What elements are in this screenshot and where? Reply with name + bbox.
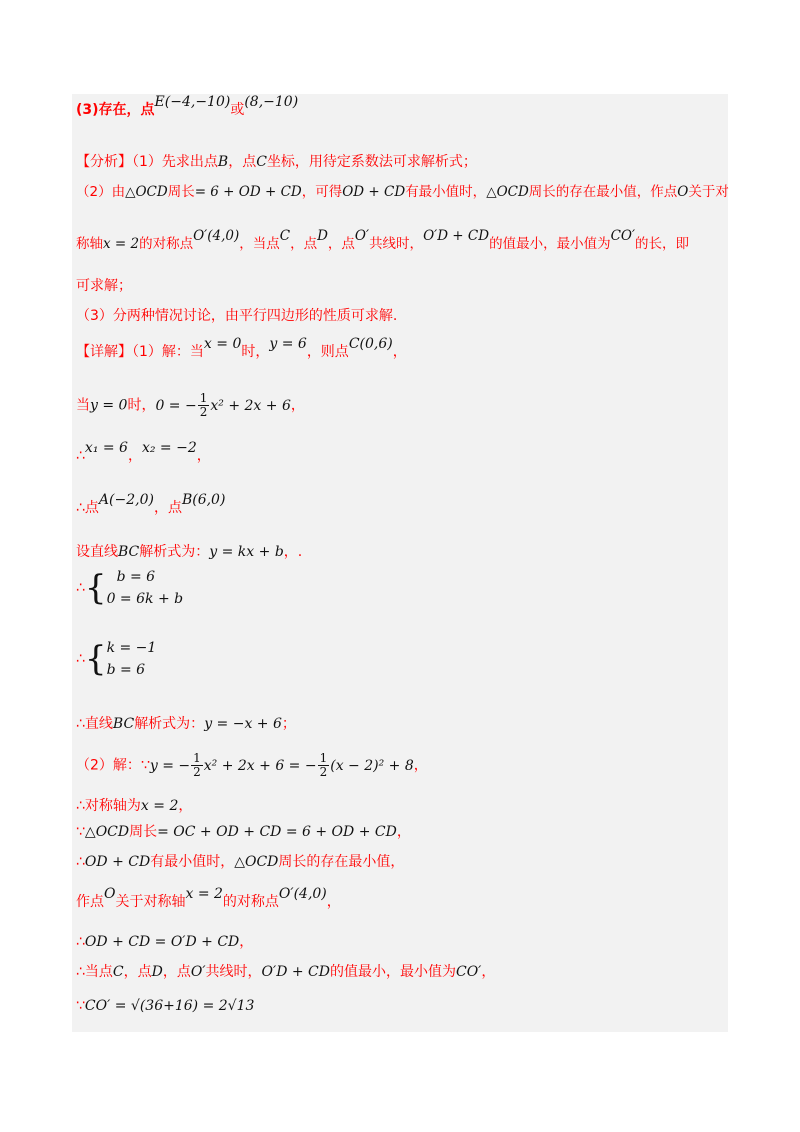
detail-line-13: ∴当点C，点D，点O′共线时，O′D + CD的值最小，最小值为CO′， [76,964,496,980]
detail-line-7: （2）解：∵y = − $\frac{1}{2}$ x² + 2x + 6 = − $\frac{1}{2}$ (x − 2)² + 8， [76,751,428,779]
detail-line-10: ∴OD + CD有最小值时，△OCD周长的存在最小值， [76,854,405,870]
detail-line-4: ∴点A(−2,0)，点B(6,0) [76,492,226,516]
analysis-line-5: （3）分两种情况讨论，由平行四边形的性质可求解. [76,308,398,324]
fraction: $\frac{1}{2}$ [193,751,201,779]
analysis-line-2: （2）由△OCD周长= 6 + OD + CD，可得OD + CD有最小值时，△OCD周长的存在最小值，作点O关于对 [76,184,729,200]
left-brace: { [84,568,107,608]
detail-line-5: 设直线BC解析式为：y = kx + b，. [76,544,303,560]
equation-system-1: ∴{ b = 6 0 = 6k + b [76,568,184,608]
analysis-line-4: 可求解； [76,278,132,294]
detail-line-14: ∵CO′ = √(36+16) = 2√13 [76,998,255,1014]
detail-line-2: 当y = 0时，0 = − $\frac{1}{2}$ x² + 2x + 6， [76,391,305,419]
equation-system-2: ∴{ k = −1 b = 6 [76,639,157,679]
detail-line-1: 【详解】（1）解：当x = 0时，y = 6，则点C(0,6)， [76,336,407,360]
answer-part3: (3)存在，点E(−4,−10)或(8,−10) [76,94,299,118]
vertex-form: y = − $\frac{1}{2}$ x² + 2x + 6 = − $\frac{1}{2}$ (x − 2)² + 8 [149,751,414,779]
analysis-line-1: 【分析】（1）先求出点B，点C坐标，用待定系数法可求解析式； [76,154,477,170]
detail-line-3: ∴x₁ = 6，x₂ = −2， [76,440,211,464]
detail-line-12: ∴OD + CD = O′D + CD， [76,934,254,950]
detail-line-6: ∴直线BC解析式为：y = −x + 6； [76,716,296,732]
detail-line-9: ∵△OCD周长= OC + OD + CD = 6 + OD + CD， [76,824,411,840]
fraction: $\frac{1}{2}$ [199,391,208,419]
fraction: $\frac{1}{2}$ [319,751,328,779]
left-brace: { [84,639,107,679]
detail-line-8: ∴对称轴为x = 2， [76,798,193,814]
detail-line-11: 作点O关于对称轴x = 2的对称点O′(4,0)， [76,886,341,910]
quadratic-equation: 0 = − $\frac{1}{2}$ x² + 2x + 6 [155,391,291,419]
analysis-line-3: 称轴x = 2的对称点O′(4,0)，当点C，点D，点O′共线时，O′D + CD的值最小，最小值为CO′的长，即 [76,228,690,252]
